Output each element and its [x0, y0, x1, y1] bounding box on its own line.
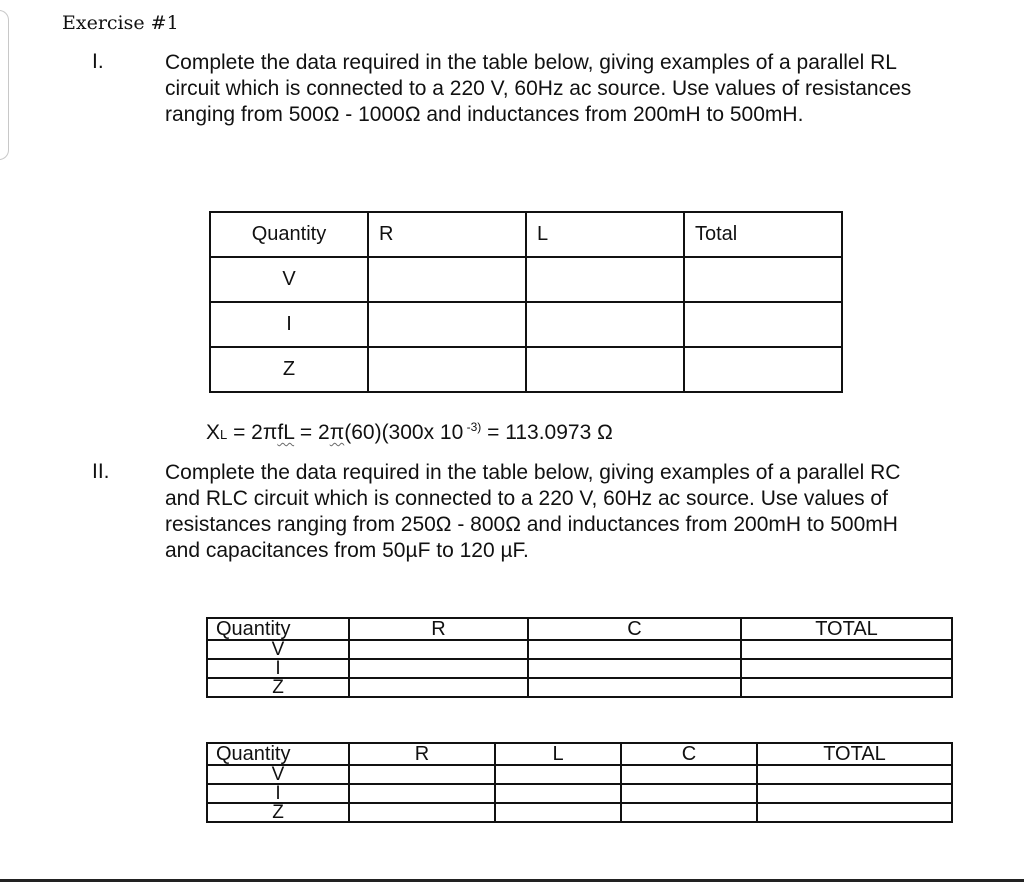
table-cell	[741, 678, 952, 697]
row-label: I	[210, 302, 368, 347]
column-header: L	[526, 212, 684, 257]
column-header: L	[495, 743, 621, 765]
formula-eq1: = 2π	[227, 421, 278, 444]
table-cell	[741, 659, 952, 678]
table-cell	[757, 765, 952, 784]
table-cell	[684, 257, 842, 302]
table-cell	[349, 678, 528, 697]
table-row	[207, 765, 952, 784]
table-cell	[368, 257, 526, 302]
table-cell	[368, 347, 526, 392]
formula-pi: π	[329, 421, 345, 444]
table-cell	[528, 659, 741, 678]
row-label: Z	[210, 347, 368, 392]
row-label: V	[207, 765, 349, 784]
part1-numeral: I.	[92, 50, 104, 73]
table-cell	[528, 640, 741, 659]
row-label: V	[207, 640, 349, 659]
table-cell	[526, 347, 684, 392]
part2-numeral: II.	[92, 460, 110, 483]
column-header: C	[621, 743, 757, 765]
bottom-divider	[0, 879, 1024, 882]
exercise-title: Exercise #1	[62, 12, 179, 34]
row-label: Z	[207, 803, 349, 822]
table-header-row	[207, 743, 952, 765]
formula-rest1: (60)(300x 10	[344, 421, 464, 444]
column-header: R	[368, 212, 526, 257]
formula-fl: fL	[277, 421, 295, 444]
rl-table	[209, 211, 843, 393]
table-row	[210, 347, 842, 392]
table-cell	[349, 765, 495, 784]
rlc-table	[206, 742, 953, 823]
table-row	[207, 659, 952, 678]
column-header: TOTAL	[757, 743, 952, 765]
row-label: Z	[207, 678, 349, 697]
table-cell	[757, 803, 952, 822]
row-label: I	[207, 784, 349, 803]
part1-instructions: Complete the data required in the table below, giving examples of a parallel RL circuit which is connected to a 220 V, 60Hz ac source. Use values of resistances ranging from 500Ω - 1000Ω and inductances from 200mH to 500mH.	[165, 51, 912, 126]
table-cell	[621, 803, 757, 822]
table-cell	[684, 347, 842, 392]
column-header: Total	[684, 212, 842, 257]
table-cell	[621, 765, 757, 784]
table-cell	[368, 302, 526, 347]
formula-x: X	[206, 421, 221, 444]
table-cell	[349, 659, 528, 678]
column-header: C	[528, 618, 741, 640]
formula-exponent: -3)	[463, 420, 482, 434]
table-cell	[684, 302, 842, 347]
formula-rest2: = 113.0973 Ω	[481, 421, 613, 444]
table-header-row	[210, 212, 842, 257]
table-cell	[621, 784, 757, 803]
table-row	[210, 257, 842, 302]
table-row	[207, 640, 952, 659]
table-row	[210, 302, 842, 347]
table-cell	[495, 803, 621, 822]
table-cell	[349, 803, 495, 822]
column-header: Quantity	[210, 212, 368, 257]
table-cell	[495, 784, 621, 803]
table-cell	[526, 302, 684, 347]
formula-subscript: L	[220, 427, 228, 442]
row-label: I	[207, 659, 349, 678]
table-cell	[528, 678, 741, 697]
reactance-formula	[206, 420, 613, 445]
table-row	[207, 803, 952, 822]
table-cell	[757, 784, 952, 803]
formula-eq2: = 2	[294, 421, 330, 444]
window-edge-frame	[0, 10, 9, 160]
table-row	[207, 678, 952, 697]
part2-instructions: Complete the data required in the table below, giving examples of a parallel RC and RLC circuit which is connected to a 220 V, 60Hz ac source. Use values of resistances ranging from 250Ω - 800Ω and inductances from 200mH to 500mH and capacitances from 50µF to 120 µF.	[165, 461, 901, 562]
rc-table	[206, 617, 953, 698]
table-header-row	[207, 618, 952, 640]
column-header: Quantity	[207, 618, 349, 640]
table-row	[207, 784, 952, 803]
table-cell	[741, 640, 952, 659]
table-cell	[526, 257, 684, 302]
column-header: R	[349, 743, 495, 765]
column-header: TOTAL	[741, 618, 952, 640]
table-cell	[349, 640, 528, 659]
table-cell	[349, 784, 495, 803]
column-header: Quantity	[207, 743, 349, 765]
table-cell	[495, 765, 621, 784]
column-header: R	[349, 618, 528, 640]
row-label: V	[210, 257, 368, 302]
